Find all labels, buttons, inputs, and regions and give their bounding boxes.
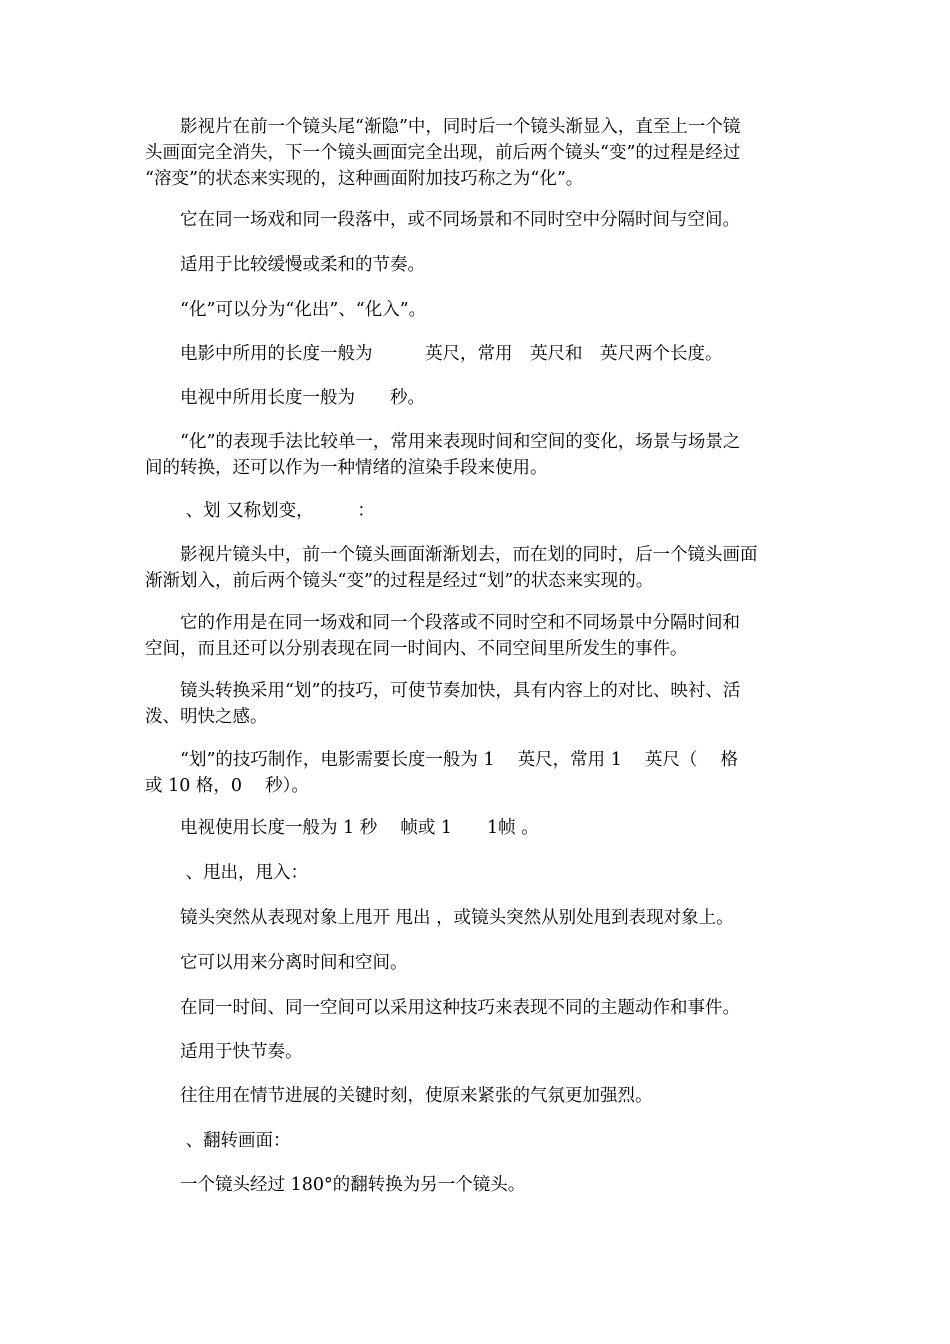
- text-line: “化”可以分为“化出”、“化入”。: [145, 300, 427, 320]
- text-line: 头画面完全消失，下一个镜头画面完全出现，前后两个镜头“变”的过程是经过: [145, 143, 741, 163]
- text-line: 、甩出，甩入：: [145, 863, 309, 883]
- text-line: 影视片在前一个镜头尾“渐隐”中，同时后一个镜头渐显入，直至上一个镜: [145, 117, 741, 137]
- paragraph-dissolve-definition: [145, 114, 815, 192]
- paragraph-wipe-effect: [145, 678, 815, 730]
- paragraph-dissolve-technique: [145, 429, 815, 481]
- heading-whip-pan: [145, 860, 815, 886]
- text-line: 或 10 格，0 秒）。: [145, 776, 309, 796]
- text-line: 适用于快节奏。: [145, 1042, 303, 1062]
- text-line: “化”的表现手法比较单一，常用来表现时间和空间的变化，场景与场景之: [145, 432, 741, 452]
- paragraph-wipe-film-length: [145, 747, 815, 799]
- text-line: 它在同一场戏和同一段落中，或不同场景和不同时空中分隔时间与空间。: [145, 210, 740, 230]
- text-line: 它的作用是在同一场戏和同一个段落或不同时空和不同场景中分隔时间和: [145, 613, 740, 633]
- text-line: 空间，而且还可以分别表现在同一时间内、不同空间里所发生的事件。: [145, 639, 688, 659]
- paragraph-dissolve-usage: [145, 207, 815, 233]
- text-line: 在同一时间、同一空间可以采用这种技巧来表现不同的主题动作和事件。: [145, 998, 740, 1018]
- paragraph-film-length: [145, 341, 815, 367]
- paragraph-whip-pan-moment: [145, 1083, 815, 1109]
- paragraph-whip-pan-definition: [145, 905, 815, 931]
- text-line: 镜头转换采用“划”的技巧，可使节奏加快，具有内容上的对比、映衬、活: [145, 681, 741, 701]
- text-line: 、翻转画面：: [145, 1131, 291, 1151]
- text-line: 镜头突然从表现对象上甩开 甩出 ，或镜头突然从别处甩到表现对象上。: [145, 908, 734, 928]
- paragraph-dissolve-rhythm: [145, 252, 815, 278]
- heading-wipe: [145, 498, 815, 524]
- text-line: “划”的技巧制作，电影需要长度一般为 1 英尺，常用 1 英尺（ 格: [145, 750, 738, 770]
- paragraph-whip-pan-usage: [145, 950, 815, 976]
- paragraph-tv-length: [145, 385, 815, 411]
- paragraph-wipe-function: [145, 610, 815, 662]
- text-line: 、划 又称划变， ：: [145, 501, 375, 521]
- text-line: 电影中所用的长度一般为 英尺，常用 英尺和 英尺两个长度。: [145, 344, 723, 364]
- paragraph-whip-pan-technique: [145, 995, 815, 1021]
- text-line: 电视使用长度一般为 1 秒 帧或 1 1帧 。: [145, 818, 539, 838]
- text-line: 适用于比较缓慢或柔和的节奏。: [145, 255, 425, 275]
- text-line: 往往用在情节进展的关键时刻，使原来紧张的气氛更加强烈。: [145, 1086, 653, 1106]
- paragraph-flip-definition: [145, 1172, 815, 1198]
- text-line: 影视片镜头中，前一个镜头画面渐渐划去，而在划的同时，后一个镜头画面: [145, 545, 758, 565]
- paragraph-dissolve-types: [145, 297, 815, 323]
- text-line: 间的转换，还可以作为一种情绪的渲染手段来使用。: [145, 458, 548, 478]
- text-line: 渐渐划入，前后两个镜头“变”的过程是经过“划”的状态来实现的。: [145, 571, 654, 591]
- heading-flip: [145, 1128, 815, 1154]
- text-line: “溶变”的状态来实现的，这种画面附加技巧称之为“化”。: [145, 169, 584, 189]
- text-line: 它可以用来分离时间和空间。: [145, 953, 408, 973]
- text-line: 泼、明快之感。: [145, 707, 268, 727]
- paragraph-whip-pan-rhythm: [145, 1039, 815, 1065]
- text-line: 电视中所用长度一般为 秒。: [145, 388, 425, 408]
- paragraph-wipe-tv-length: [145, 815, 815, 841]
- text-line: 一个镜头经过 180°的翻转换为另一个镜头。: [145, 1175, 526, 1195]
- paragraph-wipe-definition: [145, 542, 815, 594]
